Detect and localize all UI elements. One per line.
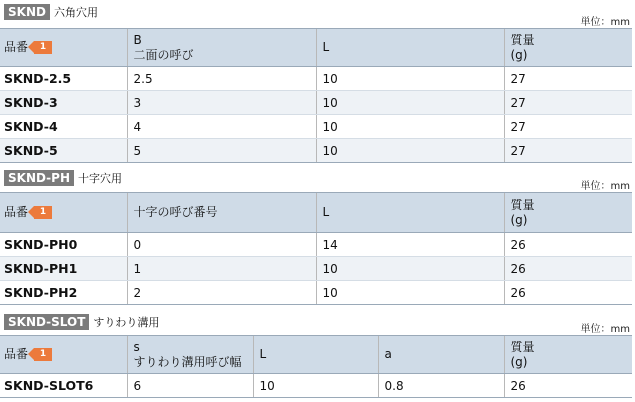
series-name: すりわり溝用 [93,315,160,329]
col-hinban: 品番 1 [0,193,127,233]
flag-icon: 1 [34,41,52,54]
table-row: SKND-5 5 10 27 [0,139,632,163]
col-b: B 二面の呼び [127,29,316,67]
spec-table [0,192,632,305]
col-mass: 質量 (g) [504,29,632,67]
col-l: L [253,336,378,374]
unit-label: 単位：mm [580,181,630,192]
series-name: 十字穴用 [78,171,122,185]
col-hinban: 品番 1 [0,336,127,374]
col-mass: 質量 (g) [504,336,632,374]
table-row: SKND-2.5 2.5 10 27 [0,67,632,91]
unit-label: 単位：mm [580,17,630,28]
col-s: s すりわり溝用呼び幅 [127,336,253,374]
col-hinban: 品番 1 [0,29,127,67]
series-tag: SKND [4,4,50,20]
table-row: SKND-3 3 10 27 [0,91,632,115]
table-row: SKND-4 4 10 27 [0,115,632,139]
flag-icon: 1 [34,206,52,219]
table-row: SKND-PH1 1 10 26 [0,257,632,281]
series-tag: SKND-PH [4,170,74,186]
col-l: L [316,193,504,233]
table-row: SKND-PH2 2 10 26 [0,281,632,305]
flag-icon: 1 [34,348,52,361]
section-title [4,169,122,186]
series-name: 六角穴用 [53,5,98,19]
section-title [4,3,98,20]
series-tag: SKND-SLOT [4,314,89,330]
table-row: SKND-PH0 0 14 26 [0,233,632,257]
spec-table [0,28,632,163]
section-title [4,313,159,330]
col-mass: 質量 (g) [504,193,632,233]
table-row: SKND-SLOT6 6 10 0.8 26 [0,374,632,398]
col-size: 十字の呼び番号 [127,193,316,233]
unit-label: 単位：mm [580,324,630,335]
spec-table [0,335,632,398]
col-a: a [378,336,504,374]
col-l: L [316,29,504,67]
